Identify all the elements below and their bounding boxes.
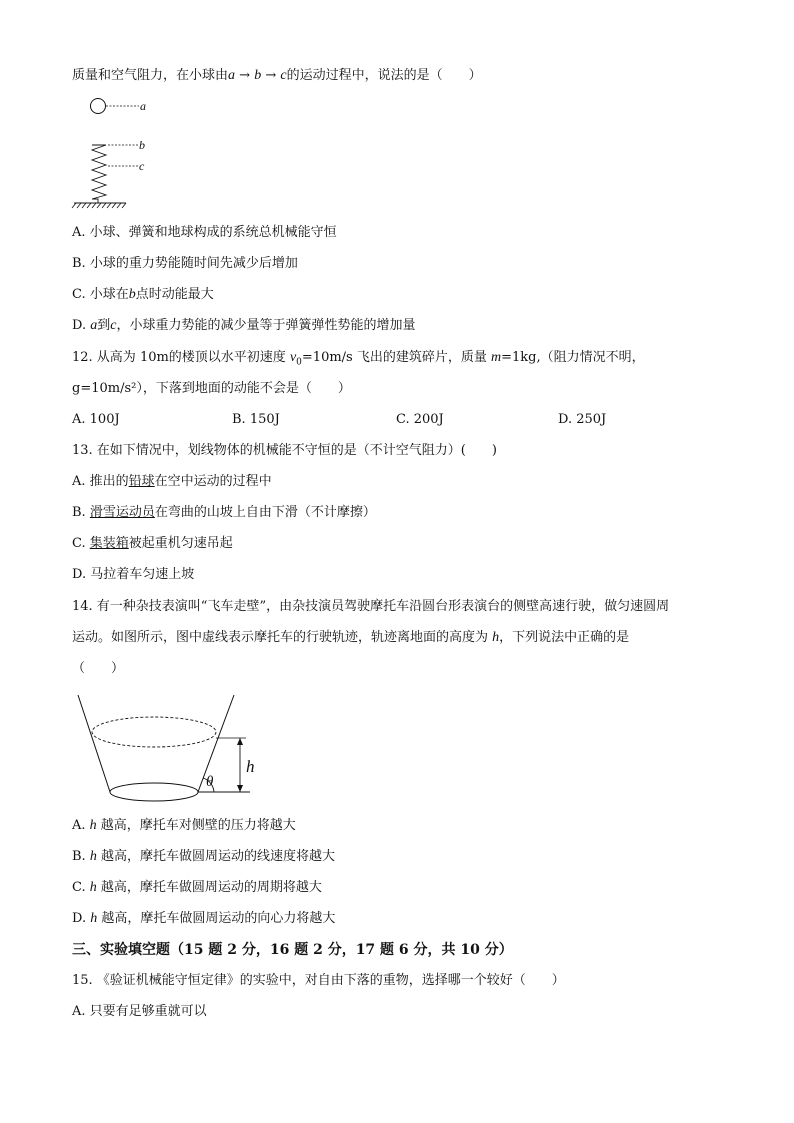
q13-option-c: C. 集装箱被起重机匀速吊起 <box>72 536 233 551</box>
q14-stem-line1: 14. 有一种杂技表演叫“飞车走壁”，由杂技演员驾驶摩托车沿圆台形表演台的侧壁高速行驶，做匀速圆周 <box>72 599 670 614</box>
label-b: b <box>139 138 145 152</box>
label-c: c <box>139 159 145 173</box>
q12-option-c: C. 200J <box>396 412 444 427</box>
track-dashed-ellipse <box>92 717 216 747</box>
q12-stem-line2: g=10m/s²），下落到地面的动能不会是（ ） <box>72 381 351 396</box>
var-b: b <box>254 68 262 83</box>
section-3-title: 三、实验填空题（15 题 2 分，16 题 2 分，17 题 6 分，共 10 分） <box>72 942 513 958</box>
cone-left-wall <box>78 695 110 792</box>
spring <box>92 145 106 203</box>
arrow-head-up <box>237 738 243 745</box>
q11-option-a: A. 小球、弹簧和地球构成的系统总机械能守恒 <box>72 225 337 240</box>
q11-stem: 质量和空气阻力，在小球由a → b → c的运动过程中，说法的是（ ） <box>72 68 482 83</box>
q15-stem: 15. 《验证机械能守恒定律》的实验中，对自由下落的重物，选择哪一个较好（ ） <box>72 973 565 988</box>
q12-option-b: B. 150J <box>232 412 280 427</box>
q13-option-b: B. 滑雪运动员在弯曲的山坡上自由下滑（不计摩擦） <box>72 505 376 520</box>
ground-hatch <box>72 203 126 208</box>
q14-option-c: C. h 越高，摩托车做圆周运动的周期将越大 <box>72 880 322 895</box>
theta-label: θ <box>206 774 214 790</box>
cone-right-wall <box>198 695 234 792</box>
label-a: a <box>140 99 146 113</box>
q12-stem-line1: 12. 从高为 10m的楼顶以水平初速度 $v_0=10m/s$ 飞出的建筑碎片，质量 m=1kg,（阻力情况不明， <box>72 350 645 368</box>
arrow-head-down <box>237 785 243 792</box>
base-ellipse <box>110 783 198 801</box>
cone-track-figure <box>72 690 272 805</box>
q11-option-d: D. a到c，小球重力势能的减少量等于弹簧弹性势能的增加量 <box>72 318 416 333</box>
q11-stem-text-2: 的运动过程中，说法的是（ ） <box>286 68 482 83</box>
q12-option-a: A. 100J <box>72 412 120 427</box>
q12-option-d: D. 250J <box>558 412 607 427</box>
q13-option-d: D. 马拉着车匀速上坡 <box>72 567 195 582</box>
q11-option-c: C. 小球在b点时动能最大 <box>72 287 214 302</box>
q14-option-b: B. h 越高，摩托车做圆周运动的线速度将越大 <box>72 849 335 864</box>
var-a: a <box>228 68 236 83</box>
q14-option-a: A. h 越高，摩托车对侧壁的压力将越大 <box>72 818 296 833</box>
q13-stem: 13. 在如下情况中，划线物体的机械能不守恒的是（不计空气阻力）( ) <box>72 443 497 458</box>
height-label: h <box>246 757 255 776</box>
q11-option-b: B. 小球的重力势能随时间先减少后增加 <box>72 256 298 271</box>
q11-stem-text: 质量和空气阻力，在小球由 <box>72 68 229 83</box>
q14-stem-line2: 运动。如图所示，图中虚线表示摩托车的行驶轨迹，轨迹离地面的高度为 h，下列说法中正确的是 <box>72 630 630 645</box>
q14-stem-line3: （ ） <box>72 661 125 676</box>
var-c: c <box>280 68 287 83</box>
spring-ball-figure <box>72 95 162 215</box>
q15-option-a: A. 只要有足够重就可以 <box>72 1004 207 1019</box>
q14-option-d: D. h 越高，摩托车做圆周运动的向心力将越大 <box>72 911 336 926</box>
q13-option-a: A. 推出的铅球在空中运动的过程中 <box>72 474 272 489</box>
ball <box>91 99 106 114</box>
